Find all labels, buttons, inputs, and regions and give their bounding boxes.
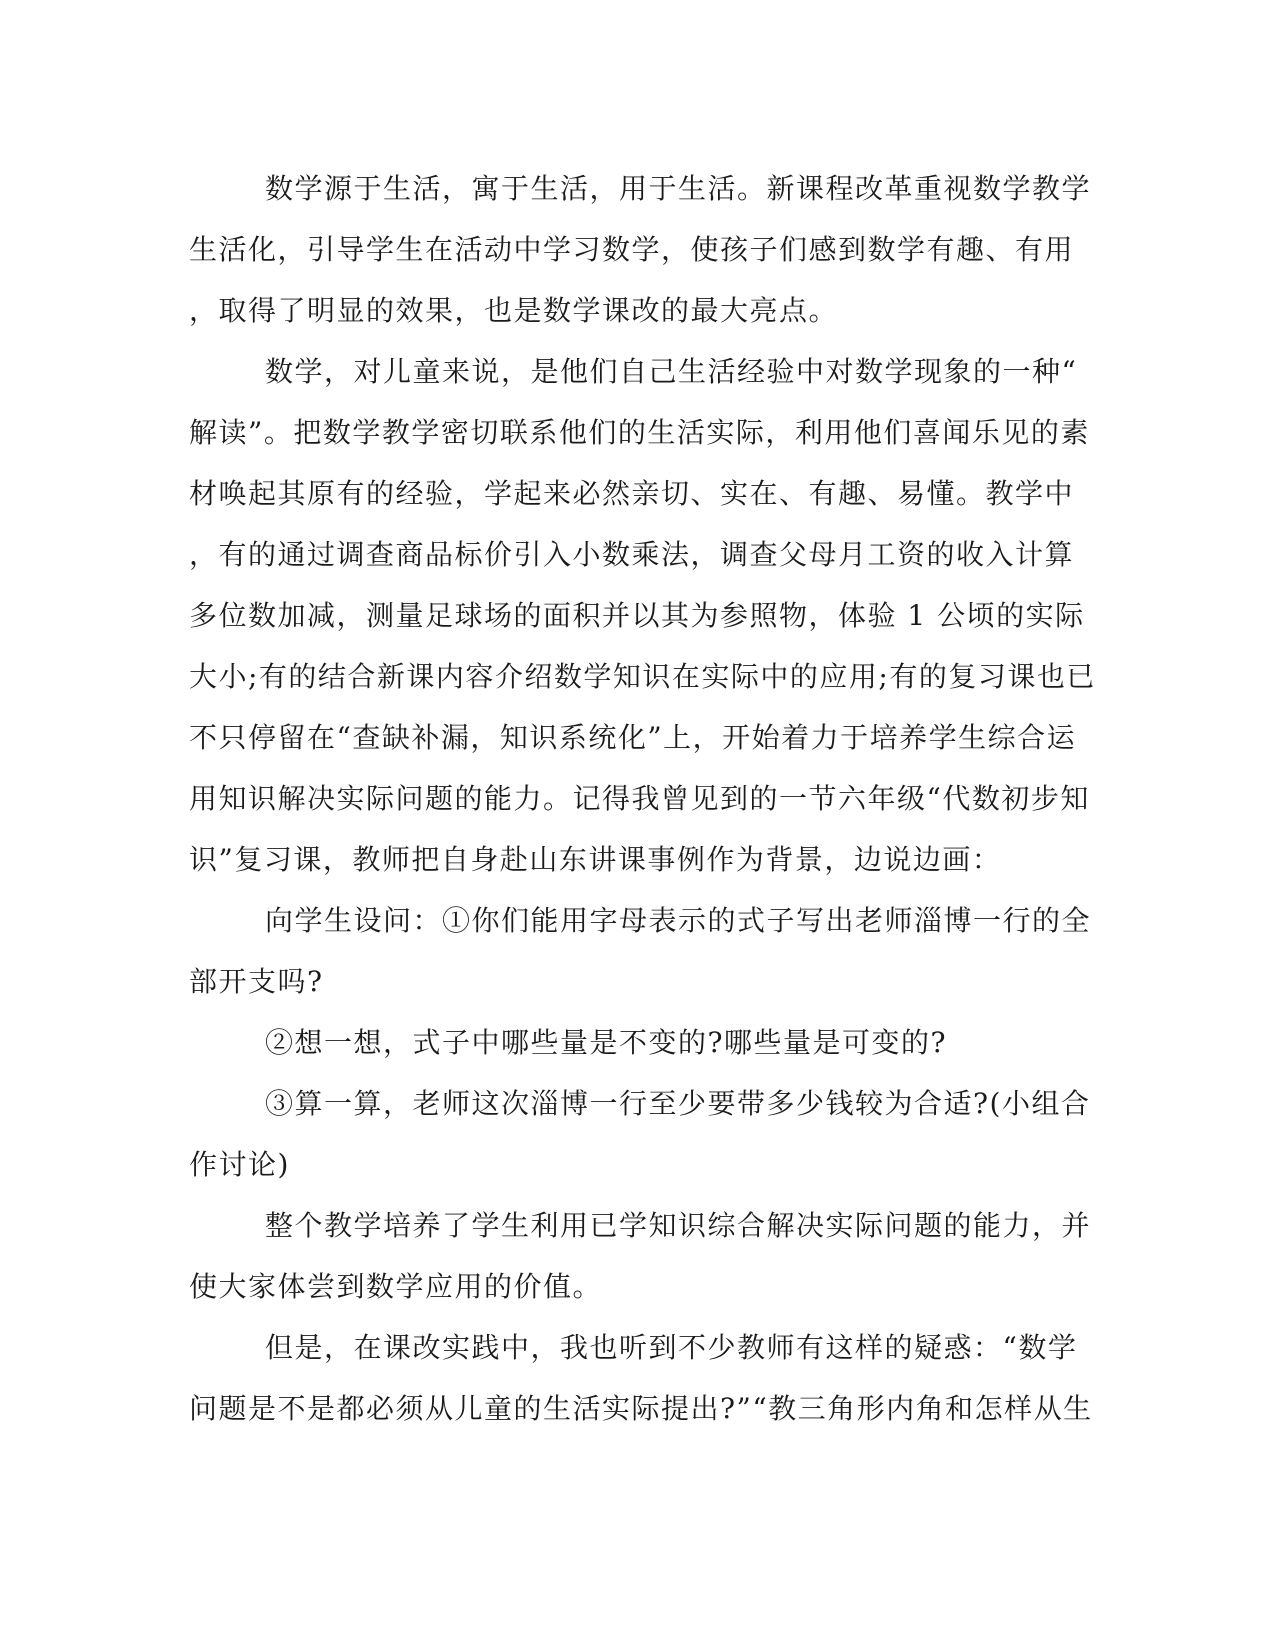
paragraph-line: 材唤起其原有的经验，学起来必然亲切、实在、有趣、易懂。教学中	[189, 477, 1075, 510]
paragraph-line: 不只停留在“查缺补漏，知识系统化”上，开始着力于培养学生综合运	[189, 721, 1077, 754]
paragraph-line: 解读”。把数学教学密切联系他们的生活实际，利用他们喜闻乐见的素	[189, 416, 1090, 449]
paragraph-line: ③算一算，老师这次淄博一行至少要带多少钱较为合适?(小组合	[265, 1087, 1091, 1120]
paragraph-line: 使大家体尝到数学应用的价值。	[189, 1270, 603, 1303]
paragraph-line: 但是，在课改实践中，我也听到不少教师有这样的疑惑：“数学	[265, 1331, 1078, 1364]
paragraph-line: 向学生设问：①你们能用字母表示的式子写出老师淄博一行的全	[265, 904, 1092, 937]
paragraph-line: 问题是不是都必须从儿童的生活实际提出?”“教三角形内角和怎样从生	[189, 1392, 1093, 1425]
paragraph-line: 作讨论)	[189, 1148, 290, 1181]
paragraph-line: 多位数加减，测量足球场的面积并以其为参照物，体验 1 公顷的实际	[189, 599, 1085, 632]
paragraph-line: 数学，对儿童来说，是他们自己生活经验中对数学现象的一种“	[265, 355, 1078, 388]
paragraph-line: 识”复习课，教师把自身赴山东讲课事例作为背景，边说边画：	[189, 843, 1002, 876]
paragraph-line: 用知识解决实际问题的能力。记得我曾见到的一节六年级“代数初步知	[189, 782, 1090, 815]
paragraph-line: 生活化，引导学生在活动中学习数学，使孩子们感到数学有趣、有用	[189, 233, 1075, 266]
paragraph-line: 大小;有的结合新课内容介绍数学知识在实际中的应用;有的复习课也已	[189, 660, 1096, 693]
body-text	[189, 158, 1096, 1439]
paragraph-line: ②想一想，式子中哪些量是不变的?哪些量是可变的?	[265, 1026, 948, 1059]
paragraph-line: ，取得了明显的效果，也是数学课改的最大亮点。	[189, 294, 839, 327]
paragraph-line: ，有的通过调查商品标价引入小数乘法，调查父母月工资的收入计算	[189, 538, 1075, 571]
paragraph-line: 部开支吗?	[189, 965, 324, 998]
paragraph-line: 数学源于生活，寓于生活，用于生活。新课程改革重视数学教学	[265, 172, 1092, 205]
paragraph-line: 整个教学培养了学生利用已学知识综合解决实际问题的能力，并	[265, 1209, 1092, 1242]
